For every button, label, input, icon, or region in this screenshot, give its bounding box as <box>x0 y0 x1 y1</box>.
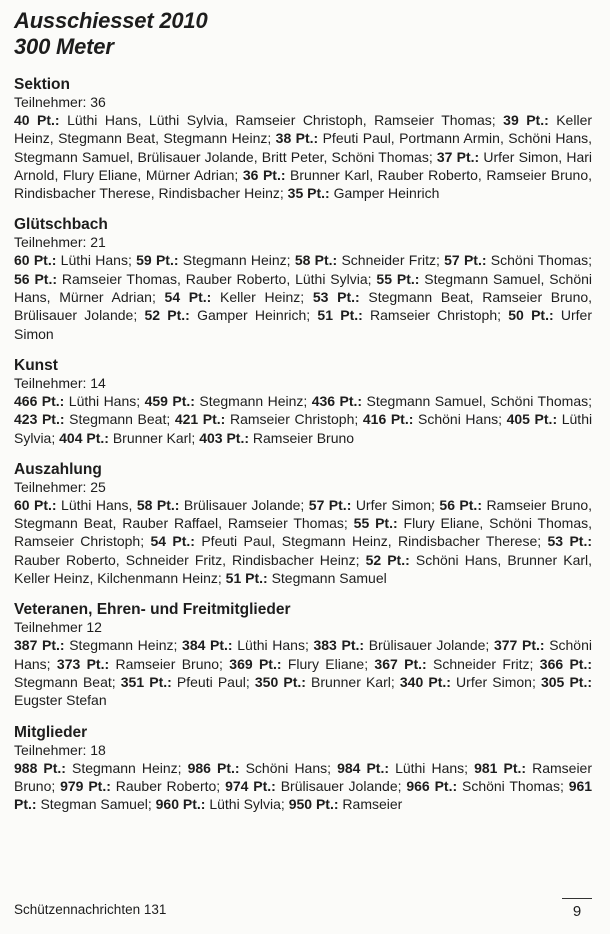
shooter-names: Brunner Karl, Rauber Roberto, Ramseier Bruno, Rindisbacher Therese, Rindisbacher Heinz; <box>14 166 593 202</box>
score-points: 58 Pt.: <box>136 496 180 513</box>
result-entry <box>14 637 177 653</box>
score-points: 55 Pt.: <box>376 270 420 287</box>
score-points: 52 Pt.: <box>144 307 190 324</box>
result-entry <box>144 307 310 323</box>
section <box>14 461 592 587</box>
section <box>14 216 592 342</box>
result-entry <box>14 112 496 128</box>
score-points: 466 Pt.: <box>14 392 65 409</box>
section-title: Sektion <box>14 76 70 93</box>
score-points: 56 Pt.: <box>14 270 57 287</box>
score-points: 387 Pt.: <box>14 637 65 654</box>
shooter-names: Schöni Hans, Brunner Karl, Keller Heinz, Kilchenmann Heinz; <box>14 551 593 587</box>
shooter-names: Eugster Stefan <box>14 692 107 709</box>
shooter-names: Rauber Roberto; <box>115 777 221 794</box>
result-entry <box>188 760 331 776</box>
shooter-names: Keller Heinz; <box>220 289 305 306</box>
shooter-names: Stegmann Samuel, Schöni Thomas; <box>366 392 592 409</box>
participant-count: Teilnehmer: 21 <box>14 234 106 251</box>
shooter-names: Schöni Thomas; <box>490 252 593 269</box>
score-points: 960 Pt.: <box>155 796 206 813</box>
score-points: 36 Pt.: <box>242 166 286 183</box>
shooter-names: Schöni Hans; <box>418 411 502 428</box>
result-entry <box>229 656 368 672</box>
shooter-names: Lüthi Sylvia; <box>209 796 285 813</box>
score-points: 35 Pt.: <box>287 185 330 202</box>
score-points: 416 Pt.: <box>362 411 414 428</box>
score-points: 51 Pt.: <box>317 307 363 324</box>
shooter-names: Pfeuti Paul; <box>176 673 250 690</box>
result-entry <box>14 760 182 776</box>
result-entry <box>175 411 358 427</box>
shooter-names: Urfer Simon <box>14 307 592 342</box>
shooter-names: Ramseier Thomas, Rauber Roberto, Lüthi Sylvia; <box>61 270 372 287</box>
score-points: 51 Pt.: <box>225 570 268 587</box>
shooter-names: Schöni Thomas; <box>461 777 564 794</box>
score-points: 984 Pt.: <box>337 759 390 776</box>
result-entry <box>14 252 132 268</box>
score-points: 60 Pt.: <box>14 252 57 269</box>
shooter-names: Stegmann Samuel <box>271 570 387 587</box>
score-points: 350 Pt.: <box>254 673 306 690</box>
shooter-names: Brülisauer Jolande; <box>280 777 402 794</box>
shooter-names: Brunner Karl; <box>311 673 395 690</box>
score-points: 38 Pt.: <box>275 130 319 147</box>
section-title: Mitglieder <box>14 723 88 741</box>
shooter-names: Stegmann Heinz; <box>69 637 178 654</box>
section <box>14 724 592 814</box>
result-entry <box>226 570 387 586</box>
shooter-names: Rauber Roberto, Schneider Fritz, Rindisbacher Heinz; <box>14 551 360 568</box>
page-number: 9 <box>562 898 592 920</box>
score-points: 56 Pt.: <box>439 496 482 513</box>
score-points: 366 Pt.: <box>539 655 593 672</box>
result-entry <box>225 778 401 794</box>
shooter-names: Lüthi Hans, <box>61 496 133 513</box>
section-title: Auszahlung <box>14 460 102 478</box>
score-points: 403 Pt.: <box>199 429 250 446</box>
section <box>14 76 592 202</box>
participant-count: Teilnehmer 12 <box>14 619 102 636</box>
results-paragraph <box>14 496 592 587</box>
result-entry <box>121 674 250 690</box>
participant-count: Teilnehmer: 25 <box>14 478 106 495</box>
score-points: 377 Pt.: <box>493 637 545 654</box>
shooter-names: Schneider Fritz; <box>341 252 440 269</box>
result-entry <box>136 252 290 268</box>
result-entry <box>145 393 308 409</box>
score-points: 367 Pt.: <box>374 655 427 672</box>
shooter-names: Brülisauer Jolande; <box>183 496 305 513</box>
participant-count: Teilnehmer: 36 <box>14 94 106 110</box>
shooter-names: Keller Heinz, Stegmann Beat, Stegmann Heinz; <box>14 112 593 147</box>
results-sections <box>14 76 592 813</box>
result-entry <box>137 497 304 513</box>
result-entry <box>295 252 440 268</box>
score-points: 950 Pt.: <box>288 796 339 813</box>
shooter-names: Pfeuti Paul, Portmann Armin, Schöni Hans, Stegmann Samuel, Brülisauer Jolande, Britt Peter, Schöni Thomas; <box>14 130 593 165</box>
publication-name: Schützennachrichten 131 <box>14 902 167 917</box>
score-points: 58 Pt.: <box>294 252 338 269</box>
shooter-names: Ramseier <box>342 796 403 813</box>
score-points: 373 Pt.: <box>56 655 110 672</box>
score-points: 981 Pt.: <box>474 759 527 776</box>
score-points: 986 Pt.: <box>187 759 240 776</box>
score-points: 459 Pt.: <box>144 392 195 409</box>
score-points: 369 Pt.: <box>229 655 282 672</box>
score-points: 53 Pt.: <box>312 289 360 306</box>
result-entry <box>255 674 395 690</box>
shooter-names: Schöni Hans; <box>245 759 332 776</box>
shooter-names: Stegmann Heinz; <box>182 252 291 269</box>
shooter-names: Brülisauer Jolande; <box>368 637 490 654</box>
result-entry <box>14 497 132 513</box>
section-title: Veteranen, Ehren- und Freitmitglieder <box>14 601 291 619</box>
score-points: 57 Pt.: <box>444 252 487 269</box>
shooter-names: Lüthi Hans; <box>60 252 132 269</box>
result-entry <box>150 533 541 549</box>
score-points: 50 Pt.: <box>508 307 554 324</box>
score-points: 404 Pt.: <box>59 429 109 446</box>
result-entry <box>59 430 195 446</box>
results-paragraph <box>14 251 592 342</box>
result-entry <box>14 271 372 287</box>
shooter-names: Ramseier Christoph; <box>229 411 359 428</box>
result-entry <box>14 411 170 427</box>
shooter-names: Lüthi Hans; <box>68 392 141 409</box>
score-points: 351 Pt.: <box>120 673 172 690</box>
score-points: 421 Pt.: <box>174 411 226 428</box>
result-entry <box>374 656 533 672</box>
score-points: 53 Pt.: <box>547 533 592 550</box>
score-points: 961 Pt.: <box>14 777 593 813</box>
document-page <box>14 8 592 813</box>
participant-count: Teilnehmer: 18 <box>14 741 106 758</box>
shooter-names: Urfer Simon; <box>456 673 536 690</box>
score-points: 305 Pt.: <box>540 673 593 690</box>
shooter-names: Schöni Hans; <box>14 637 592 672</box>
shooter-names: Stegmann Samuel, Schöni Hans, Mürner Adrian; <box>14 270 593 306</box>
shooter-names: Urfer Simon; <box>355 496 435 513</box>
score-points: 966 Pt.: <box>406 777 458 794</box>
shooter-names: Urfer Simon, Hari Arnold, Flury Eliane, Mürner Adrian; <box>14 148 593 183</box>
shooter-names: Stegman Samuel; <box>40 796 152 813</box>
result-entry <box>317 307 501 323</box>
result-entry <box>60 778 220 794</box>
score-points: 57 Pt.: <box>308 496 352 513</box>
result-entry <box>288 185 440 201</box>
score-points: 60 Pt.: <box>14 496 57 513</box>
shooter-names: Ramseier Christoph; <box>370 307 501 324</box>
result-entry <box>156 796 285 812</box>
result-entry <box>400 674 536 690</box>
shooter-names: Stegmann Beat; <box>69 411 171 428</box>
score-points: 405 Pt.: <box>506 411 558 428</box>
score-points: 37 Pt.: <box>436 148 480 165</box>
score-points: 974 Pt.: <box>225 777 276 794</box>
shooter-names: Lüthi Hans, Lüthi Sylvia, Ramseier Christoph, Ramseier Thomas; <box>67 112 496 128</box>
section-title: Glütschbach <box>14 216 108 234</box>
shooter-names: Lüthi Sylvia; <box>14 411 593 446</box>
result-entry <box>182 637 309 653</box>
result-entry <box>313 637 489 653</box>
score-points: 979 Pt.: <box>60 777 111 794</box>
score-points: 40 Pt.: <box>14 112 60 128</box>
section <box>14 357 592 447</box>
shooter-names: Ramseier Bruno; <box>115 655 223 672</box>
section-title: Kunst <box>14 356 58 374</box>
results-paragraph <box>14 111 592 202</box>
participant-count: Teilnehmer: 14 <box>14 374 106 391</box>
result-entry <box>309 497 435 513</box>
score-points: 54 Pt.: <box>150 533 195 550</box>
shooter-names: Flury Eliane; <box>287 655 369 672</box>
shooter-names: Lüthi Hans; <box>395 759 469 776</box>
shooter-names: Stegmann Heinz; <box>199 392 308 409</box>
result-entry <box>444 252 592 268</box>
result-entry <box>337 760 468 776</box>
section <box>14 601 592 709</box>
score-points: 39 Pt.: <box>503 112 549 128</box>
result-entry <box>199 430 354 446</box>
result-entry <box>14 393 140 409</box>
score-points: 52 Pt.: <box>365 551 410 568</box>
shooter-names: Gamper Heinrich <box>333 185 440 202</box>
result-entry <box>312 393 592 409</box>
shooter-names: Stegmann Heinz; <box>72 759 182 776</box>
shooter-names: Pfeuti Paul, Stegmann Heinz, Rindisbacher Therese; <box>201 533 542 550</box>
shooter-names: Flury Eliane, Schöni Thomas, Ramseier Christoph; <box>14 515 593 550</box>
result-entry <box>289 796 403 812</box>
result-entry <box>406 778 564 794</box>
results-paragraph <box>14 392 592 447</box>
score-points: 988 Pt.: <box>14 759 66 776</box>
shooter-names: Ramseier Bruno, Stegmann Beat, Rauber Raffael, Ramseier Thomas; <box>14 496 593 532</box>
score-points: 54 Pt.: <box>164 289 212 306</box>
shooter-names: Gamper Heinrich; <box>197 307 311 324</box>
score-points: 340 Pt.: <box>399 673 451 690</box>
shooter-names: Ramseier Bruno <box>252 429 355 446</box>
score-points: 55 Pt.: <box>353 515 398 532</box>
score-points: 436 Pt.: <box>311 392 363 409</box>
shooter-names: Stegmann Beat; <box>14 673 116 690</box>
result-entry <box>363 411 502 427</box>
shooter-names: Schneider Fritz; <box>432 655 534 672</box>
document-subtitle: 300 Meter <box>14 34 114 59</box>
result-entry <box>57 656 223 672</box>
shooter-names: Brunner Karl; <box>112 429 196 446</box>
shooter-names: Ramseier Bruno; <box>14 759 592 794</box>
results-paragraph <box>14 636 592 709</box>
document-title: Ausschiesset 2010 <box>14 8 208 33</box>
results-paragraph <box>14 759 592 814</box>
title-block <box>14 8 592 60</box>
score-points: 384 Pt.: <box>182 637 233 654</box>
score-points: 383 Pt.: <box>313 637 365 654</box>
score-points: 59 Pt.: <box>136 252 179 269</box>
shooter-names: Lüthi Hans; <box>237 637 309 654</box>
shooter-names: Stegmann Beat, Ramseier Bruno, Brülisauer Jolande; <box>14 289 593 324</box>
result-entry <box>165 289 305 305</box>
score-points: 423 Pt.: <box>14 411 65 428</box>
